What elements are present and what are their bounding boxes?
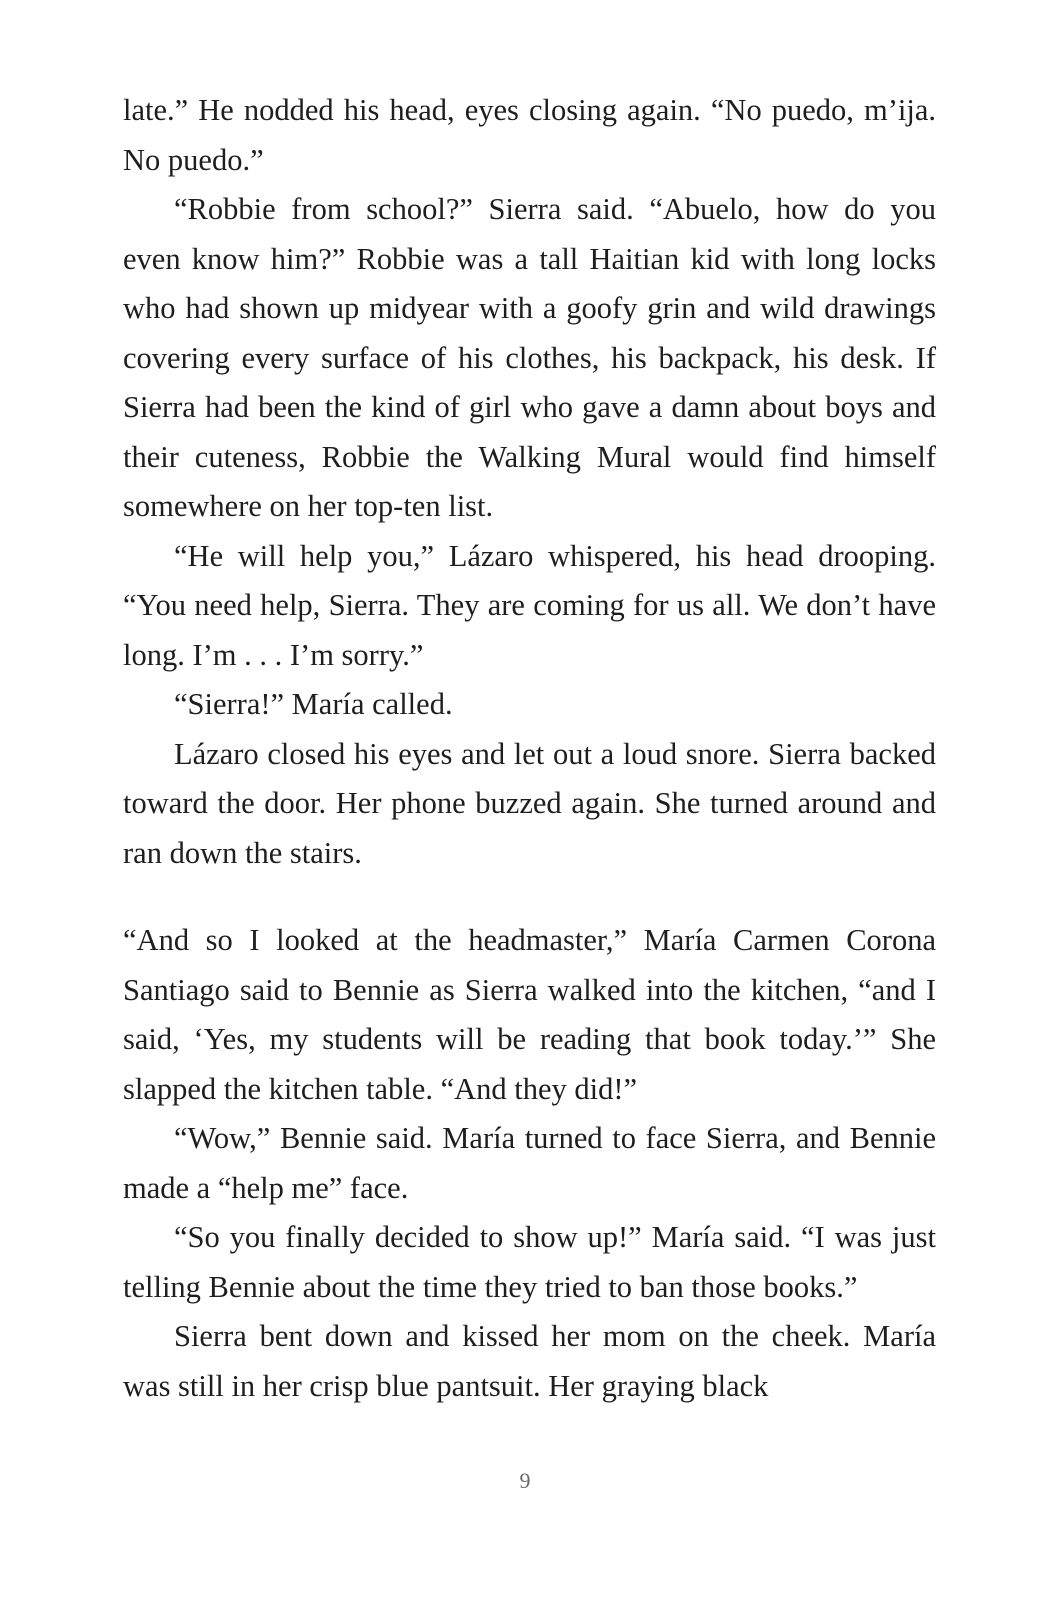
text-section-1 (123, 86, 936, 878)
page-number: 9 (519, 1468, 531, 1493)
paragraph: Sierra bent down and kissed her mom on the cheek. María was still in her crisp blue pantsuit. Her graying black (123, 1319, 936, 1403)
paragraph: “So you finally decided to show up!” María said. “I was just telling Bennie about the time they tried to ban those books.” (123, 1220, 936, 1304)
paragraph: Lázaro closed his eyes and let out a loud snore. Sierra backed toward the door. Her phone buzzed again. She turned around and ran down the stairs. (123, 736, 936, 870)
paragraph: “Wow,” Bennie said. María turned to face Sierra, and Bennie made a “help me” face. (123, 1121, 936, 1205)
paragraph: “Sierra!” María called. (174, 687, 453, 721)
paragraph: “And so I looked at the headmaster,” María Carmen Corona Santiago said to Bennie as Sierra walked into the kitchen, “and I said, ‘Yes, my students will be reading that book today.’” She slapped the kitchen table. “And they did!” (123, 923, 936, 1106)
paragraph: “He will help you,” Lázaro whispered, his head drooping. “You need help, Sierra. They are coming for us all. We don’t have long. I’m . . . I’m sorry.” (123, 538, 936, 672)
text-section-2 (123, 916, 936, 1411)
paragraph: late.” He nodded his head, eyes closing again. “No puedo, m’ija. No puedo.” (123, 93, 936, 177)
paragraph: “Robbie from school?” Sierra said. “Abuelo, how do you even know him?” Robbie was a tall Haitian kid with long locks who had shown up midyear with a goofy grin and wild drawings covering every surface of his clothes, his backpack, his desk. If Sierra had been the kind of girl who gave a damn about boys and their cuteness, Robbie the Walking Mural would find himself somewhere on her top-ten list. (123, 192, 936, 523)
